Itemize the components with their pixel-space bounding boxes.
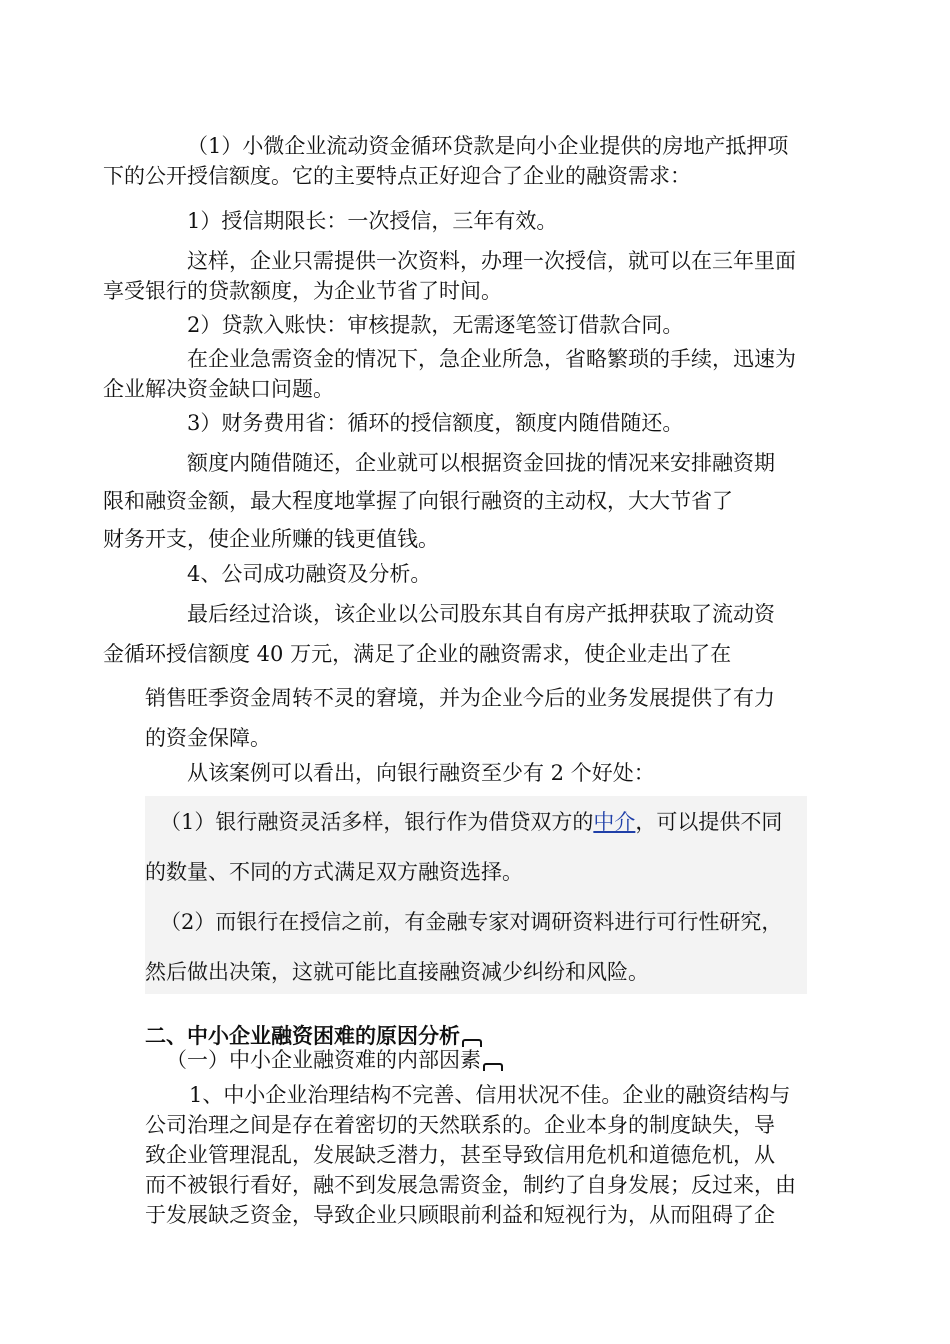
paragraph-mark-icon [483, 1063, 503, 1071]
section-4-description-cont: 销售旺季资金周转不灵的窘境，并为企业今后的业务发展提供了有力 的资金保障。 [145, 686, 775, 750]
feature-1: 1）授信期限长：一次授信，三年有效。 [187, 209, 558, 233]
benefit-2: （2）而银行在授信之前，有金融专家对调研资料进行可行性研究， [160, 910, 783, 934]
paragraph-mark-icon [462, 1039, 482, 1047]
feature-1-description: 这样，企业只需提供一次资料，办理一次授信，就可以在三年里面 享受银行的贷款额度，为企业节省了时间。 [103, 249, 796, 303]
case-summary: 从该案例可以看出，向银行融资至少有 2 个好处： [187, 761, 655, 785]
feature-2: 2）贷款入账快：审核提款，无需逐笔签订借款合同。 [187, 313, 684, 337]
subsection-1-heading: （一）中小企业融资难的内部因素 [166, 1048, 807, 1072]
section-4-description: 最后经过洽谈，该企业以公司股东其自有房产抵押获取了流动资 金循环授信额度 40 万元，满足了企业的融资需求，使企业走出了在 [103, 602, 775, 666]
internal-factor-1: 1、中小企业治理结构不完善、信用状况不佳。企业的融资结构与 公司治理之间是存在着密切的天然联系的。企业本身的制度缺失，导 致企业管理混乱，发展缺乏潜力，甚至导致信用危机和道德危机，从 而不被银行看好，融不到发展急需资金，制约了自身发展；反过来，由 于发展缺乏资金，导致企业只顾眼前利益和短视行为，从而阻碍了企 [145, 1083, 796, 1227]
benefit-1: （1）银行融资灵活多样，银行作为借贷双方的中介，可以提供不同 [160, 810, 783, 834]
section-2-heading: 二、中小企业融资困难的原因分析 [145, 1024, 807, 1048]
section-4-title: 4、公司成功融资及分析。 [187, 562, 432, 586]
feature-3-description: 额度内随借随还，企业就可以根据资金回拢的情况来安排融资期 限和融资金额，最大程度地掌握了向银行融资的主动权，大大节省了 财务开支，使企业所赚的钱更值钱。 [103, 451, 775, 551]
benefit-2-cont: 然后做出决策，这就可能比直接融资减少纠纷和风险。 [145, 960, 649, 984]
feature-3: 3）财务费用省：循环的授信额度，额度内随借随还。 [187, 411, 684, 435]
intermediary-link[interactable]: 中介 [593, 810, 636, 834]
feature-2-description: 在企业急需资金的情况下，急企业所急，省略繁琐的手续，迅速为 企业解决资金缺口问题。 [103, 347, 796, 401]
intro-paragraph: （1）小微企业流动资金循环贷款是向小企业提供的房地产抵押项 下的公开授信额度。它的主要特点正好迎合了企业的融资需求： [103, 134, 789, 188]
benefit-1-cont: 的数量、不同的方式满足双方融资选择。 [145, 860, 523, 884]
